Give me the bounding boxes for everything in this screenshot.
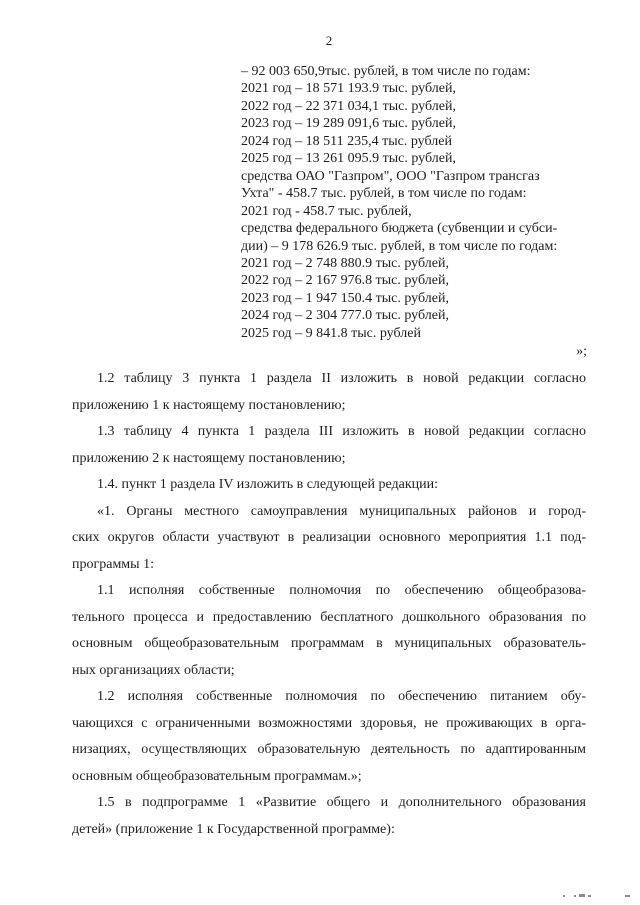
quote-line: 2023 год – 19 289 091,6 тыс. рублей, [241,116,456,132]
quote-line: 2025 год – 9 841.8 тыс. рублей [241,325,421,341]
paragraph-line: ных организациях области; [72,662,235,678]
quote-line: 2022 год – 2 167 976.8 тыс. рублей, [241,273,449,289]
scan-artifact-marks [560,893,635,898]
quote-line: дии) – 9 178 626.9 тыс. рублей, в том числе по годам: [241,238,558,254]
paragraph-line: приложению 2 к настоящему постановлению; [72,450,346,466]
quote-closing-mark: »; [576,344,587,359]
paragraph [72,419,586,472]
paragraph-line: программы 1: [72,556,154,572]
paragraph-line: 1.2 исполняя собственные полномочия по обеспечению питанием обу- [97,689,586,704]
quote-line: 2021 год – 18 571 193.9 тыс. рублей, [241,81,456,97]
paragraph-line: «1. Органы местного самоуправления муниципальных районов и город- [97,503,586,519]
paragraph [72,684,586,790]
quote-line: 2024 год – 18 511 235,4 тыс. рублей [241,133,452,149]
paragraph [72,366,586,419]
quote-line: – 92 003 650,9тыс. рублей, в том числе по годам: [241,64,531,79]
paragraph-line: основным общеобразовательным программам.»; [72,768,362,784]
quote-line: средства ОАО "Газпром", ООО "Газпром трансгаз [241,168,540,184]
scan-speck [588,895,591,897]
paragraph-line: 1.5 в подпрограмме 1 «Развитие общего и дополнительного образования [97,795,586,810]
quote-line: 2023 год – 1 947 150.4 тыс. рублей, [241,290,449,306]
paragraph-line: чающихся с ограниченными возможностями здоровья, не проживающих в орга- [72,715,586,731]
paragraph-line: 1.1 исполняя собственные полномочия по обеспечению общеобразова- [97,583,586,598]
paragraph-line: 1.2 таблицу 3 пункта 1 раздела II изложить в новой редакции согласно [97,371,586,386]
page-number: 2 [325,33,333,48]
paragraph-line: основным общеобразовательным программам в муниципальных образователь- [72,636,586,651]
paragraph [72,499,586,579]
budget-quote-block [241,63,601,342]
quote-line: 2022 год – 22 371 034,1 тыс. рублей, [241,98,456,114]
quote-line: Ухта" - 458.7 тыс. рублей, в том числе по годам: [241,186,527,202]
quote-line: 2021 год – 2 748 880.9 тыс. рублей, [241,255,449,271]
scan-speck [563,895,565,897]
paragraph-line: ских округов области участвуют в реализации основного мероприятия 1.1 под- [72,530,586,545]
paragraph-line: низациях, осуществляющих образовательную деятельность по адаптированным [72,742,586,757]
quote-line: средства федерального бюджета (субвенции и субси- [241,221,558,237]
quote-line: 2025 год – 13 261 095.9 тыс. рублей, [241,151,456,167]
paragraph [72,472,586,499]
scan-speck [579,894,585,897]
paragraph-line: приложению 1 к настоящему постановлению; [72,397,346,413]
paragraph-line: детей» (приложение 1 к Государственной программе): [72,821,395,837]
scan-speck [574,895,576,897]
document-body [72,366,586,843]
paragraph-line: тельного процесса и предоставлению бесплатного дошкольного образования по [72,609,586,625]
paragraph [72,790,586,843]
quote-line: 2024 год – 2 304 777.0 тыс. рублей, [241,308,449,324]
quote-line: 2021 год - 458.7 тыс. рублей, [241,203,412,219]
paragraph [72,578,586,684]
paragraph-line: 1.4. пункт 1 раздела IV изложить в следующей редакции: [97,477,439,492]
paragraph-line: 1.3 таблицу 4 пункта 1 раздела III изложить в новой редакции согласно [97,424,586,439]
scan-speck [625,895,630,897]
